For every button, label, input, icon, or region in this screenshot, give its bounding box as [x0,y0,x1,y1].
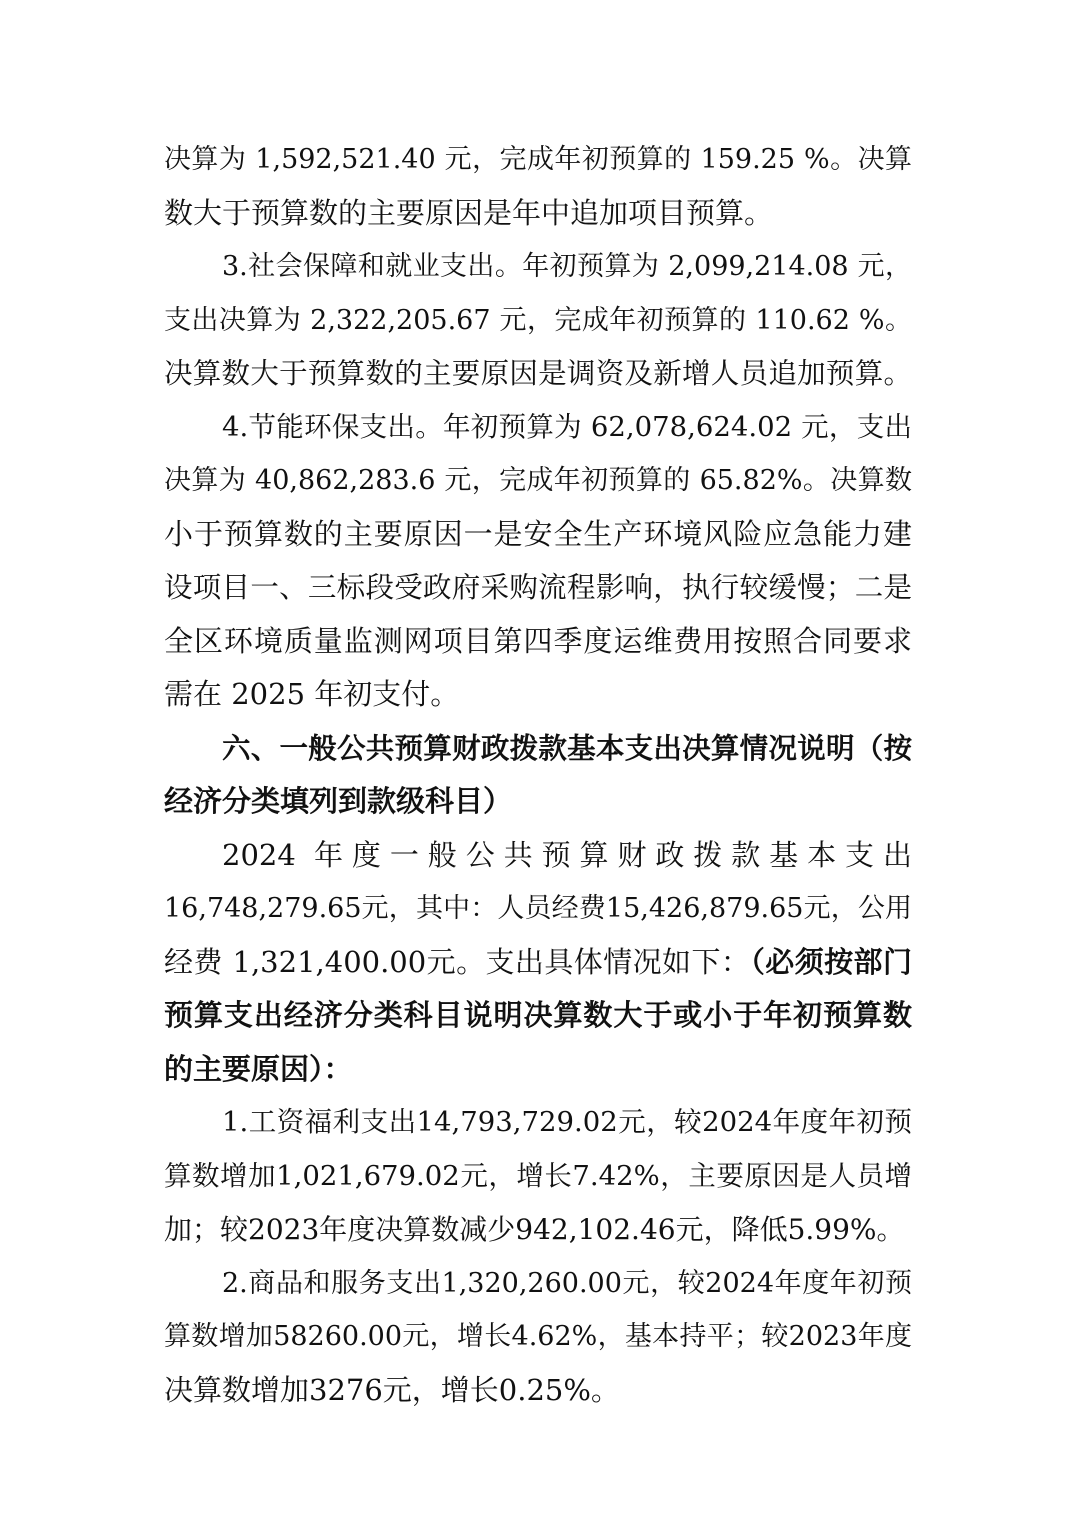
emphasis-text: （必须按部门 [750,944,912,979]
text-line: 16,748,279.65元，其中：人员经费15,426,879.65元，公用 [164,893,912,924]
text-line: 决算为 1,592,521.40 元，完成年初预算的 159.25 %。决算 [164,144,912,175]
text-line: 决算数增加3276元，增长0.25%。 [164,1372,620,1407]
text-line: 算数增加58260.00元，增长4.62%，基本持平；较2023年度 [164,1321,912,1352]
document-body [164,133,912,1417]
text-line: 1.工资福利支出14,793,729.02元，较2024年度年初预 [222,1106,912,1138]
text-line: 决算为 40,862,283.6 元，完成年初预算的 65.82%。决算数 [164,465,912,496]
text-line: 支出决算为 2,322,205.67 元，完成年初预算的 110.62 %。 [164,304,912,336]
text-line: 需在 2025 年初支付。 [164,677,460,711]
text-line: 2024 年度一般公共预算财政拨款基本支出 [222,837,912,872]
text-line: 全区环境质量监测网项目第四季度运维费用按照合同要求 [164,623,912,658]
text-line: 算数增加1,021,679.02元，增长7.42%，主要原因是人员增 [164,1159,912,1192]
text-line: 2.商品和服务支出1,320,260.00元，较2024年度年初预 [222,1267,912,1299]
text-line: 设项目一、三标段受政府采购流程影响，执行较缓慢；二是 [164,571,912,604]
text-line: 经费 1,321,400.00元。支出具体情况如下：（必须按部门 [164,944,912,979]
section-heading: 经济分类填列到款级科目） [164,784,513,818]
text-line: 小于预算数的主要原因一是安全生产环境风险应急能力建 [164,516,912,551]
text-line: 数大于预算数的主要原因是年中追加项目预算。 [164,195,774,230]
text-line: 的主要原因）： [164,1051,353,1086]
text-line: 预算支出经济分类科目说明决算数大于或小于年初预算数 [164,998,912,1032]
text-line: 4.节能环保支出。年初预算为 62,078,624.02 元，支出 [222,410,912,443]
text-line: 决算数大于预算数的主要原因是调资及新增人员追加预算。 [164,357,912,390]
section-heading: 六、一般公共预算财政拨款基本支出决算情况说明（按 [222,730,912,765]
text-line: 3.社会保障和就业支出。年初预算为 2,099,214.08 元， [222,251,912,282]
text-line: 加；较2023年度决算数减少942,102.46元，降低5.99%。 [164,1213,905,1246]
